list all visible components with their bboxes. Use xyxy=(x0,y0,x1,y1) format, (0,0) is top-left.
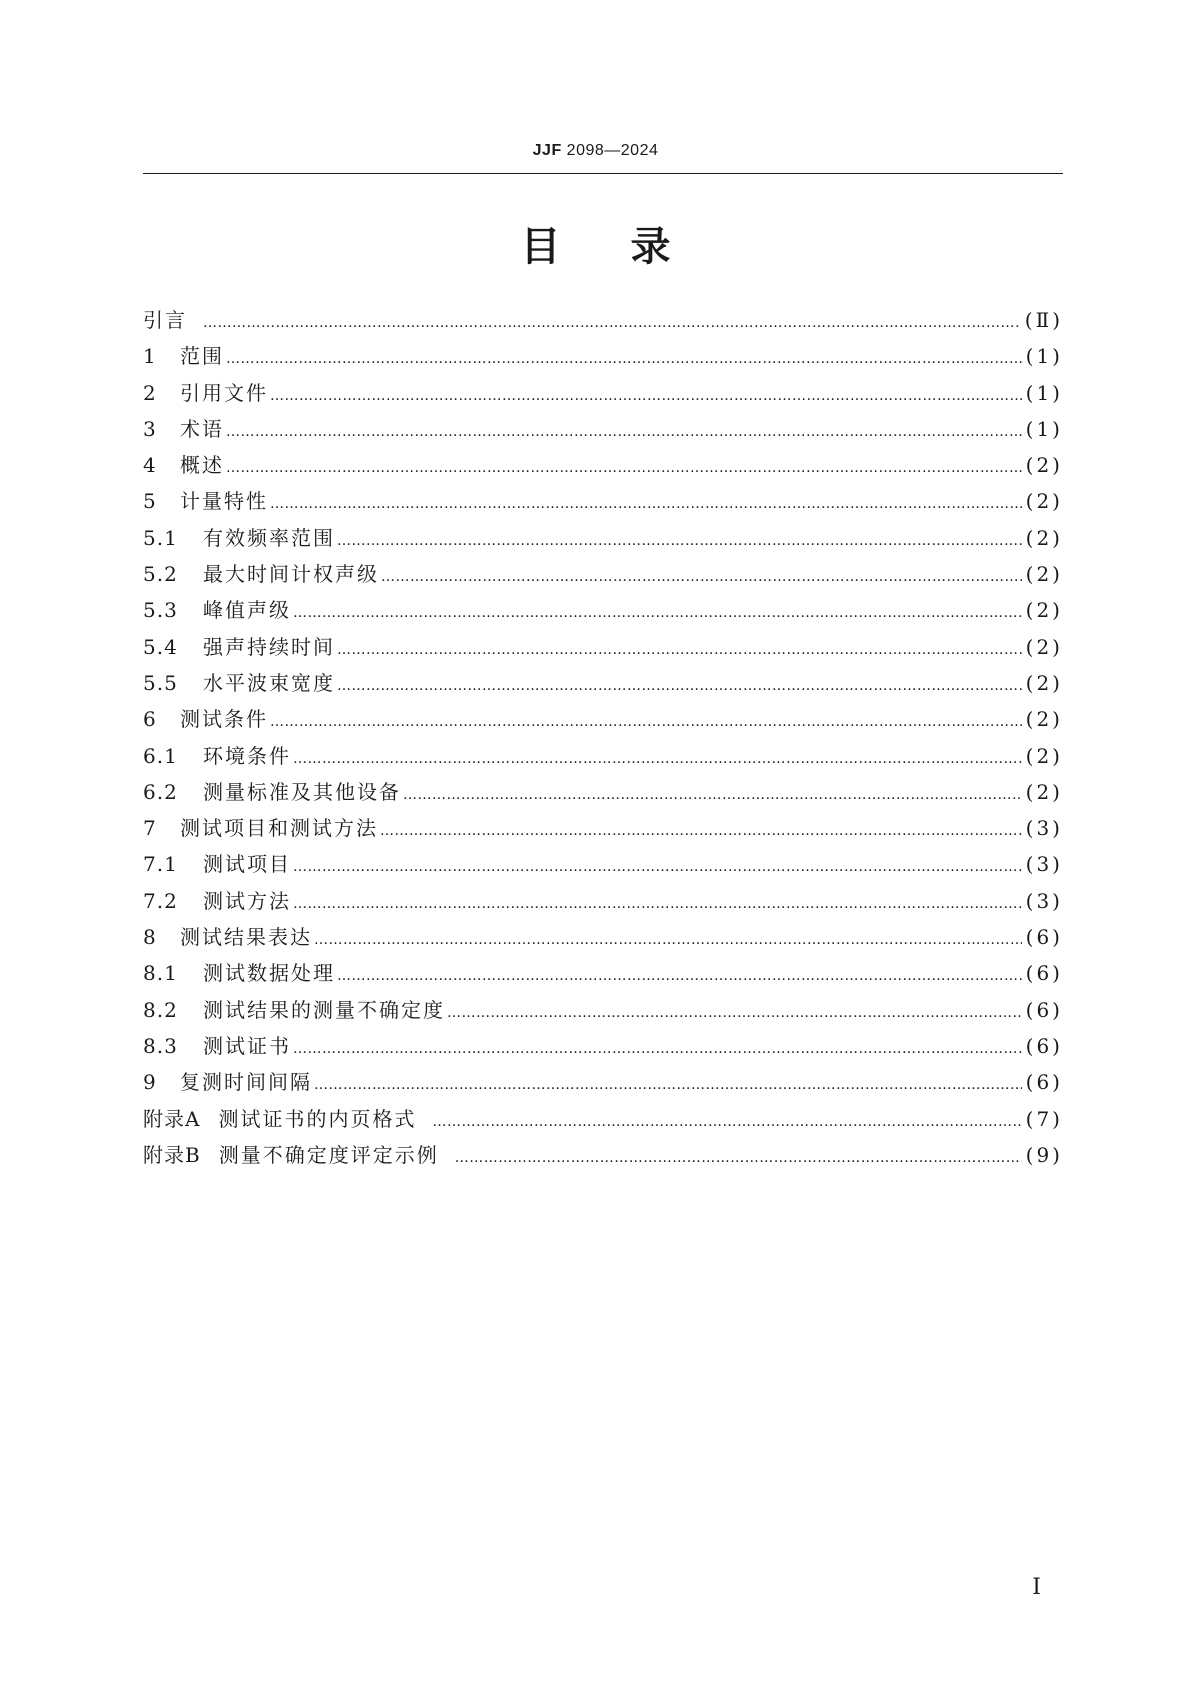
toc-entry-page: (3) xyxy=(1025,816,1063,841)
toc-entry[interactable] xyxy=(143,520,1063,556)
toc-entry-title: 测试项目 xyxy=(203,852,291,877)
toc-entry-number: 8.2 xyxy=(143,997,178,1022)
toc-entry[interactable] xyxy=(143,411,1063,447)
toc-leader-dots xyxy=(447,995,1022,1031)
toc-entry-page: (6) xyxy=(1025,1033,1063,1058)
toc-entry-page: (2) xyxy=(1025,779,1063,804)
toc-entry[interactable] xyxy=(143,774,1063,810)
toc-entry-page: (6) xyxy=(1025,925,1063,950)
document-code-number: 2098—2024 xyxy=(566,142,659,159)
toc-entry-number: 1 xyxy=(143,344,157,369)
toc-entry-number: 7.1 xyxy=(143,852,178,877)
toc-entry-number: 3 xyxy=(143,416,157,441)
toc-entry-page: (6) xyxy=(1025,961,1063,986)
toc-entry-title: 引言 xyxy=(143,308,187,332)
toc-entry-title: 测试结果表达 xyxy=(180,925,312,950)
header-divider xyxy=(143,173,1063,174)
toc-leader-dots xyxy=(337,668,1022,704)
toc-entry-page: (3) xyxy=(1025,888,1063,913)
toc-entry-page: (3) xyxy=(1025,852,1063,877)
toc-entry-page: (6) xyxy=(1025,1070,1063,1095)
toc-leader-dots xyxy=(293,1031,1022,1067)
toc-leader-dots xyxy=(226,414,1022,450)
toc-entry[interactable] xyxy=(143,992,1063,1028)
toc-entry-title: 复测时间间隔 xyxy=(180,1070,312,1095)
toc-entry[interactable] xyxy=(143,1028,1063,1064)
toc-entry-title: 测试证书 xyxy=(203,1033,291,1058)
toc-entry-number: 5.3 xyxy=(143,598,178,623)
toc-entry-number: 5.5 xyxy=(143,670,178,695)
toc-entry-title: 范围 xyxy=(180,344,224,369)
toc-entry[interactable] xyxy=(143,483,1063,519)
toc-entry-page: (6) xyxy=(1025,997,1063,1022)
toc-entry-page: (2) xyxy=(1025,670,1063,695)
toc-entry-title: 测量标准及其他设备 xyxy=(203,779,401,804)
toc-entry[interactable] xyxy=(143,738,1063,774)
toc-leader-dots xyxy=(293,886,1022,922)
toc-leader-dots xyxy=(226,450,1022,486)
toc-entry-number: 5.1 xyxy=(143,525,178,550)
toc-entry-title: 峰值声级 xyxy=(203,598,291,623)
toc-entry-page: (2) xyxy=(1025,598,1063,623)
toc-entry[interactable] xyxy=(143,1064,1063,1100)
page-title: 目录 xyxy=(520,224,741,270)
toc-entry[interactable] xyxy=(143,629,1063,665)
toc-entry-number: 5.4 xyxy=(143,634,178,659)
toc-entry-number: 8.1 xyxy=(143,961,178,986)
toc-entry-page: (7) xyxy=(1025,1106,1063,1131)
toc-entry[interactable] xyxy=(143,375,1063,411)
toc-entry-title: 测试方法 xyxy=(203,888,291,913)
toc-leader-dots xyxy=(314,1067,1022,1103)
toc-entry[interactable] xyxy=(143,1101,1063,1137)
toc-entry-title: 引用文件 xyxy=(180,380,268,405)
toc-entry-number: 附录B xyxy=(143,1142,201,1167)
toc-entry-page: (2) xyxy=(1025,525,1063,550)
toc-entry-title: 环境条件 xyxy=(203,743,291,768)
toc-entry-page: (1) xyxy=(1025,380,1063,405)
toc-entry-number: 6.2 xyxy=(143,779,178,804)
toc-entry-number: 4 xyxy=(143,453,157,478)
toc-entry-number: 7 xyxy=(143,816,157,841)
toc-entry-title: 概述 xyxy=(180,453,224,478)
toc-entry-page: (1) xyxy=(1025,344,1063,369)
toc-entry-number: 8.3 xyxy=(143,1033,178,1058)
toc-leader-dots xyxy=(314,922,1022,958)
toc-leader-dots xyxy=(432,1104,1021,1140)
table-of-contents xyxy=(143,302,1063,1173)
page-number: Ⅰ xyxy=(1032,1575,1041,1600)
toc-entry[interactable] xyxy=(143,338,1063,374)
toc-leader-dots xyxy=(270,486,1022,522)
toc-leader-dots xyxy=(381,559,1022,595)
toc-entry[interactable] xyxy=(143,955,1063,991)
toc-entry-number: 2 xyxy=(143,380,157,405)
toc-entry[interactable] xyxy=(143,592,1063,628)
toc-entry-number: 5 xyxy=(143,489,157,514)
toc-leader-dots xyxy=(293,741,1022,777)
toc-leader-dots xyxy=(203,305,1021,341)
toc-entry-title: 水平波束宽度 xyxy=(203,670,335,695)
toc-entry-title: 有效频率范围 xyxy=(203,525,335,550)
toc-entry-title: 术语 xyxy=(180,416,224,441)
toc-entry-number: 8 xyxy=(143,925,157,950)
toc-entry-title: 测试结果的测量不确定度 xyxy=(203,997,445,1022)
toc-leader-dots xyxy=(226,341,1022,377)
toc-entry[interactable] xyxy=(143,919,1063,955)
toc-entry[interactable] xyxy=(143,810,1063,846)
toc-entry-page: (2) xyxy=(1025,707,1063,732)
toc-entry-page: (1) xyxy=(1025,416,1063,441)
toc-entry-page: (2) xyxy=(1025,562,1063,587)
toc-entry[interactable] xyxy=(143,846,1063,882)
document-code-prefix: JJF xyxy=(532,142,562,159)
toc-entry[interactable] xyxy=(143,447,1063,483)
toc-entry-page: (2) xyxy=(1025,489,1063,514)
toc-entry-page: (Ⅱ) xyxy=(1024,308,1063,332)
toc-entry[interactable] xyxy=(143,665,1063,701)
toc-entry-title: 计量特性 xyxy=(180,489,268,514)
toc-entry[interactable] xyxy=(143,302,1063,338)
toc-entry-page: (9) xyxy=(1025,1142,1063,1167)
toc-entry-number: 5.2 xyxy=(143,562,178,587)
toc-leader-dots xyxy=(270,704,1022,740)
document-code-header xyxy=(0,142,1191,160)
toc-entry-title: 测试数据处理 xyxy=(203,961,335,986)
toc-entry-number: 附录A xyxy=(143,1106,201,1131)
toc-entry-title: 测试项目和测试方法 xyxy=(180,816,378,841)
toc-entry-page: (2) xyxy=(1025,743,1063,768)
toc-entry-number: 9 xyxy=(143,1070,157,1095)
toc-entry[interactable] xyxy=(143,1137,1063,1173)
toc-leader-dots xyxy=(403,777,1022,813)
toc-entry-number: 6.1 xyxy=(143,743,178,768)
toc-entry[interactable] xyxy=(143,883,1063,919)
toc-entry-title: 测试证书的内页格式 xyxy=(218,1106,417,1131)
toc-entry-page: (2) xyxy=(1025,634,1063,659)
toc-entry[interactable] xyxy=(143,701,1063,737)
toc-entry-page: (2) xyxy=(1025,453,1063,478)
toc-leader-dots xyxy=(337,958,1022,994)
toc-leader-dots xyxy=(293,849,1022,885)
toc-entry-title: 测量不确定度评定示例 xyxy=(218,1142,439,1167)
toc-leader-dots xyxy=(337,523,1022,559)
toc-leader-dots xyxy=(455,1140,1022,1176)
toc-leader-dots xyxy=(380,813,1022,849)
toc-entry-title: 强声持续时间 xyxy=(203,634,335,659)
toc-entry[interactable] xyxy=(143,556,1063,592)
toc-leader-dots xyxy=(270,378,1022,414)
toc-entry-number: 6 xyxy=(143,707,157,732)
toc-leader-dots xyxy=(337,632,1022,668)
toc-entry-title: 测试条件 xyxy=(180,707,268,732)
toc-entry-title: 最大时间计权声级 xyxy=(203,562,379,587)
toc-entry-number: 7.2 xyxy=(143,888,178,913)
toc-leader-dots xyxy=(293,595,1022,631)
